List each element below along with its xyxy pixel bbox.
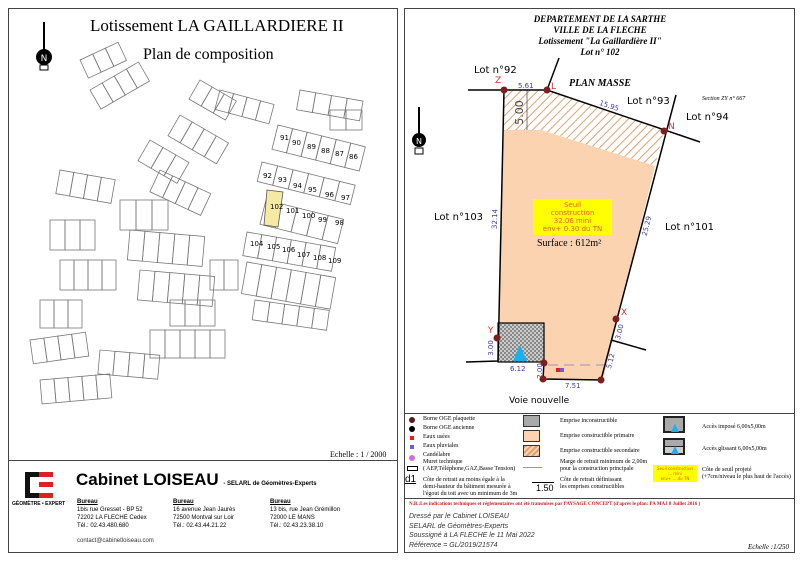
lot-number-label: 109 (328, 257, 342, 265)
lot-number-label: 92 (263, 172, 272, 180)
header-subdivision: Lotissement "La Gaillardière II" (538, 36, 662, 46)
lot-number-label: 99 (318, 216, 327, 224)
lot-101-label: Lot n°101 (665, 222, 715, 233)
legend-label (702, 467, 791, 481)
candelabre-icon (409, 455, 415, 461)
dim-depth: 5.00 (512, 100, 526, 125)
lot-103-label: Lot n°103 (434, 212, 484, 223)
dim-zl: 5.61 (518, 82, 534, 90)
office-address: 16 avenue Jean Jaurès (173, 507, 236, 513)
legend-label: Candélabre (423, 452, 451, 458)
lot-number-label: 104 (250, 240, 264, 248)
legend-label: Borne OGE plaquette (423, 416, 475, 422)
legend-line: Côte de retrait définissant (560, 477, 622, 483)
company-name-text: Cabinet LOISEAU (76, 470, 219, 489)
point-y: Y (488, 326, 494, 336)
legend-label: Eaux pluviales (423, 443, 459, 449)
office-city: 72202 LA FLECHE Cedex (77, 515, 147, 521)
legend-divider (404, 413, 795, 414)
legend-line: (+7cm/niveau le plus haut de l'accès) (702, 474, 791, 480)
office-address: 1bis rue Gresset - BP 52 (77, 507, 143, 513)
lot-number-label: 105 (267, 243, 281, 251)
company-suffix: - SELARL de Géomètres-Experts (223, 481, 317, 487)
dim-ln: 15.95 (598, 99, 620, 113)
header-department: DEPARTEMENT DE LA SARTHE (533, 14, 667, 24)
plan-scale: Echelle :1/250 (748, 543, 790, 551)
lot-number-label: 97 (341, 194, 350, 202)
eaux-pluviales-icon (410, 445, 414, 449)
muret-icon (407, 466, 418, 471)
office-3 (270, 498, 340, 530)
point-n: N (668, 122, 675, 132)
d1-symbol: d1 (405, 474, 417, 485)
lot-number-label: 96 (325, 191, 334, 199)
dim-left: 32.14 (490, 208, 500, 230)
legend-line: Côte de retrait au moins égale à la (423, 477, 505, 483)
legend-line: demi-hauteur du bâtiment mesurée à (423, 484, 511, 490)
signature-line: Référence = GL/2019/21574 (409, 541, 498, 549)
dim-bottom-left: 6.12 (510, 365, 526, 373)
acces-glissant-icon (663, 438, 685, 455)
swatch-inconstructible (523, 415, 540, 427)
lot-number-label: 87 (335, 150, 344, 158)
office-phone: Tél.: 02.43.44.21.22 (173, 523, 227, 529)
legend-label: ( AEP,Téléphone,GAZ,Basse Tension) (423, 466, 516, 472)
office-heading: Bureau (77, 499, 98, 505)
road-label: Voie nouvelle (509, 396, 570, 406)
lot-number-label: 107 (297, 251, 311, 259)
legend-label: Emprise constructible primaire (560, 433, 635, 439)
section-ref: Section ZY n° 667 (702, 96, 746, 102)
lot-92-label: Lot n°92 (474, 65, 517, 76)
header-lot: Lot n° 102 (580, 47, 620, 57)
signature-line: Dressé par le Cabinet LOISEAU (409, 513, 509, 520)
office-city: 72000 LE MANS (270, 515, 315, 521)
legend-label (560, 477, 624, 491)
dim-small: 2.00 (535, 363, 544, 379)
legend-label: Eaux usées (423, 434, 450, 440)
header-city: VILLE DE LA FLECHE (553, 25, 647, 35)
borne-plaquette-icon (409, 417, 415, 423)
office-1 (77, 498, 147, 530)
office-heading: Bureau (173, 499, 194, 505)
seuil-legend-box (653, 465, 697, 482)
lot-number-label: 86 (349, 153, 358, 161)
dim-right: 25.29 (640, 215, 654, 237)
lot-number-label: 91 (280, 134, 289, 142)
lot-94-label: Lot n°94 (686, 112, 729, 123)
legend-label: Accès imposé 6,00x5,00m (702, 424, 766, 430)
company-name (76, 470, 317, 490)
lot-number-label: 101 (286, 207, 300, 215)
threshold-line: 32.06 mini (553, 217, 592, 225)
technical-note: N.B.:Les indications techniques et réglementaires ont été transmises par PAYSAGE CONCEPT (d'après le plan: PA MAJ 8 Juillet 2016 ) (409, 502, 701, 507)
legend-line: ... mini (668, 471, 682, 476)
legend-label: Borne OGE ancienne (423, 425, 475, 431)
legend-line: les emprises constructibles (560, 484, 625, 490)
legend-label: Emprise constructible secondaire (560, 448, 640, 454)
point-l: L (551, 82, 557, 92)
margin-line-icon (523, 467, 542, 468)
lot-number-label: 94 (293, 182, 302, 190)
legend-line: Côte de seuil projeté (702, 467, 752, 473)
swatch-secondaire (523, 445, 540, 457)
contact-email-link[interactable]: contact@cabinetloiseau.com (77, 538, 154, 544)
point-z: Z (495, 76, 502, 86)
dim-y: 3.00 (486, 340, 495, 356)
left-subtitle: Plan de composition (143, 46, 274, 63)
legend-line: l'égout du toit avec un minimum de 3m (423, 491, 518, 497)
signature-line: Soussigné à LA FLECHE le 11 Mai 2022 (409, 532, 535, 539)
lot-number-label: 98 (335, 219, 344, 227)
signature-block (409, 512, 535, 550)
legend-label: Emprise inconstructible (560, 418, 618, 424)
lot-number-label: 90 (292, 139, 301, 147)
threshold-label (533, 199, 612, 235)
svg-text:N: N (416, 137, 422, 146)
signature-line: SELARL de Géomètres-Experts (409, 522, 509, 530)
lot-number-label: 95 (308, 186, 317, 194)
legend-line: Seuil construction (657, 466, 693, 471)
lot-number-label: 102 (270, 203, 284, 211)
dim-x: 3.00 (614, 323, 626, 341)
office-2 (173, 498, 235, 530)
note-divider (404, 498, 795, 499)
lot-number-label: 106 (282, 246, 296, 254)
company-logo-icon (22, 472, 58, 498)
legend-line: env+ ... du TN (660, 476, 690, 481)
legend-label (423, 477, 517, 498)
legend-line: pour la construction principale (560, 466, 634, 472)
left-scale: Echelle : 1 / 2000 (330, 450, 387, 459)
north-arrow-icon (409, 107, 429, 155)
legend-line: Marge de retrait minimum de 2,00m (560, 459, 648, 465)
swatch-primaire (523, 430, 540, 442)
dim-bottom: 7.51 (565, 382, 581, 390)
threshold-line: Seuil (563, 201, 582, 209)
eaux-usees-icon (410, 436, 414, 440)
acces-impose-icon (663, 416, 685, 433)
lot-number-label: 88 (321, 147, 330, 155)
left-title: Lotissement LA GAILLARDIERE II (90, 16, 344, 35)
lot-number-label: 93 (278, 176, 287, 184)
lot-number-label: 108 (313, 254, 327, 262)
retrait-symbol: 1.50 (532, 482, 554, 493)
lot-number-label: 89 (307, 143, 316, 151)
office-phone: Tél.: 02.43.480.680 (77, 523, 129, 529)
legend-label (560, 459, 647, 473)
surface-label: Surface : 612m² (537, 238, 602, 249)
point-x: X (621, 308, 628, 318)
plan-title: PLAN MASSE (569, 78, 631, 89)
threshold-line: construction (550, 209, 595, 217)
dim-bottom-right: 5.12 (605, 352, 617, 370)
borne-ancienne-icon (409, 426, 415, 432)
office-phone: Tél.: 02.43.23.38.10 (270, 523, 324, 529)
svg-text:N: N (40, 54, 48, 64)
logo-text: GÉOMÈTRE • EXPERT (12, 501, 66, 507)
lot-93-label: Lot n°93 (627, 96, 670, 107)
threshold-line: env+ 0.30 du TN (542, 225, 603, 233)
legend-label: Muret technique (423, 459, 463, 465)
office-heading: Bureau (270, 499, 291, 505)
office-address: 13 bis, rue Jean Grémillon (270, 507, 341, 513)
legend-label: Accès glissant 6,00x5,00m (702, 446, 767, 452)
office-city: 72500 Montval sur Loir (173, 515, 235, 521)
lot-number-label: 100 (302, 212, 316, 220)
